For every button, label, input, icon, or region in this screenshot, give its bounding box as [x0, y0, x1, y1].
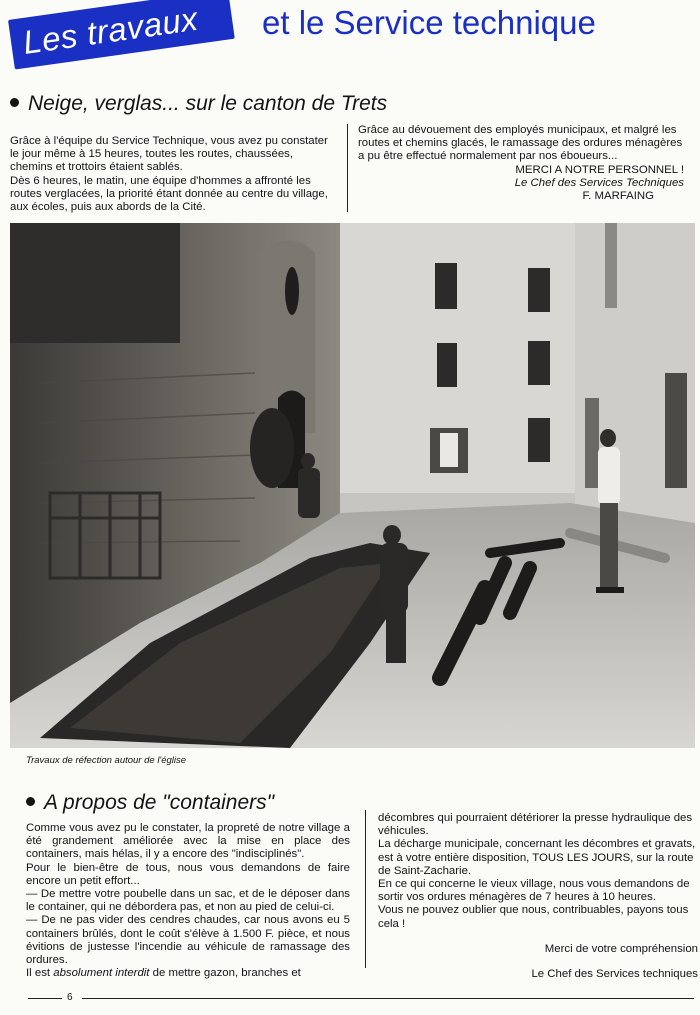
section2-right-paragraph: En ce qui concerne le vieux village, nous vous demandons de sortir vos ordures ménagères de 7 heures à 10 heures.: [378, 878, 690, 904]
section1-left-paragraph: Dès 6 heures, le matin, une équipe d'hommes a affronté les routes verglacées, la priorité étant donnée au centre du village, aux écoles, puis aux abords de la Cité.: [10, 174, 328, 214]
section2-thanks: Merci de votre compréhension: [544, 942, 698, 955]
section1-left-column: [10, 135, 336, 214]
section1-right-column: [358, 124, 684, 203]
section2-title-text: A propos de "containers": [44, 791, 275, 814]
column-divider: [347, 124, 348, 212]
section2-signature: Le Chef des Services techniques: [531, 968, 698, 981]
column-divider: [365, 810, 366, 968]
header-tag: [8, 0, 235, 70]
section2-left-column: [26, 822, 350, 980]
section2-right-paragraph: Vous ne pouvez oublier que nous, contribuables, payons tous cela !: [378, 904, 689, 930]
section1-right-paragraph: Grâce au dévouement des employés municipaux, et malgré les routes et chemins glacés, le ramassage des ordures ménagères a pu être effectué normalement par nos éboueurs...: [358, 124, 683, 163]
section2-title: [26, 791, 274, 815]
last-line-post: de mettre gazon, branches et: [149, 967, 301, 980]
section2-left-paragraph: — De mettre votre poubelle dans un sac, et de le déposer dans le container, qui ne débordera pas, et non au pied de celui-ci.: [26, 888, 350, 914]
section2-left-paragraph: Comme vous avez pu le constater, la propreté de notre village a été grandement améliorée avec la mise en place des containers, mais hélas, il y a encore des "indisciplinés".: [26, 822, 350, 861]
bullet-icon: [10, 98, 19, 107]
section1-signature-name: F. MARFAING: [582, 190, 654, 203]
last-line-pre: Il est: [26, 967, 54, 980]
section1-title: [10, 92, 387, 116]
church-works-photo: [10, 223, 695, 748]
bullet-icon: [26, 797, 35, 806]
last-line-emphasis: absolument interdit: [53, 967, 150, 980]
footer-rule-left: [28, 998, 62, 999]
section1-left-paragraph: Grâce à l'équipe du Service Technique, vous avez pu constater le jour même à 15 heures, toutes les routes, chaussées, chemins et trottoirs étaient sablés.: [10, 135, 328, 174]
photo-caption: Travaux de réfection autour de l'église: [26, 755, 187, 766]
section2-left-last-line: [26, 967, 350, 980]
header-tag-text: Les travaux: [20, 0, 201, 61]
section2-right-column: [378, 812, 698, 981]
section2-left-paragraph: Pour le bien-être de tous, nous vous demandons de faire encore un petit effort...: [26, 861, 350, 887]
page-number: 6: [67, 992, 73, 1003]
photo-illustration: [10, 223, 695, 748]
section2-right-paragraph: décombres qui pourraient détériorer la presse hydraulique des véhicules.: [378, 812, 693, 838]
section2-right-paragraph: La décharge municipale, concernant les décombres et gravats, est à votre entière disposition, TOUS LES JOURS, sur la route de Saint-Zacharie.: [378, 838, 696, 877]
section1-signature-role: Le Chef des Services Techniques: [514, 176, 684, 189]
section1-title-text: Neige, verglas... sur le canton de Trets: [28, 92, 388, 115]
section2-left-paragraph: — De ne pas vider des cendres chaudes, car nous avons eu 5 containers brûlés, dont le coût s'élève à 1.500 F. pièce, et nous évitions de justesse l'incendie au véhicule de ramassage des ordures.: [26, 914, 350, 967]
section1-thanks: MERCI A NOTRE PERSONNEL !: [515, 163, 684, 176]
footer-rule-right: [82, 998, 694, 999]
page-title: et le Service technique: [262, 4, 596, 41]
